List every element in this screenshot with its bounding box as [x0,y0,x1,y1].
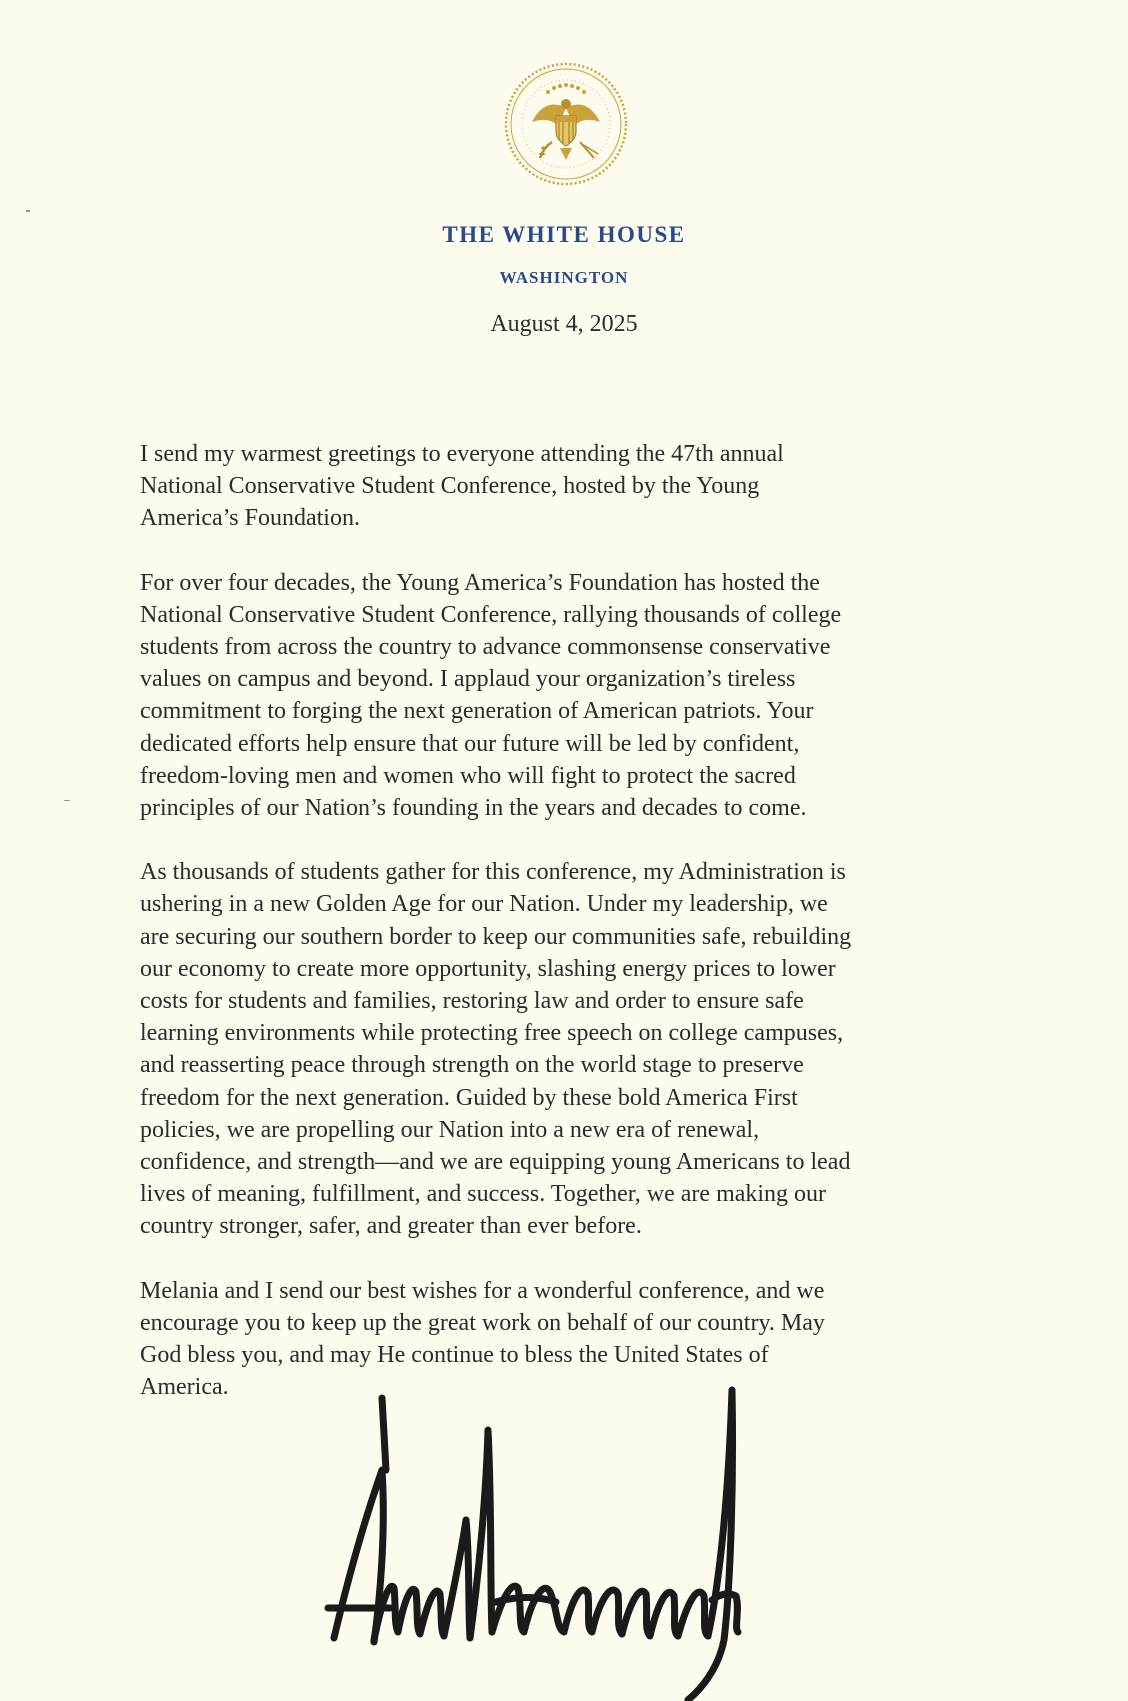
paragraph-administration: As thousands of students gather for this conference, my Administration is ushering in a new Golden Age for our Nation. Under my leadership, we are securing our southern border to keep our communities safe, rebuilding our economy to create more opportunity, slashing energy prices to lower costs for students and families, restoring law and order to ensure safe learning environments while protecting free speech on college campuses, and reasserting peace through strength on the world stage to preserve freedom for the next generation. Guided by these bold America First policies, we are propelling our Nation into a new era of renewal, confidence, and strength—and we are equipping young Americans to lead lives of meaning, fulfillment, and success. Together, we are making our country stronger, safer, and greater than ever before. [140,859,852,1240]
letter-date: August 4, 2025 [490,311,638,337]
letterhead-subtitle: WASHINGTON [499,268,629,287]
margin-mark [64,800,70,801]
margin-mark [26,210,30,212]
letter-body [140,438,990,1435]
letterhead-title: THE WHITE HOUSE [442,222,686,247]
paragraph-closing: Melania and I send our best wishes for a wonderful conference, and we encourage you to keep up the great work on behalf of our country. May God bless you, and may He continue to bless the United States of America. [140,1277,825,1401]
paragraph-history: For over four decades, the Young America’s Foundation has hosted the National Conservative Student Conference, rallying thousands of college students from across the country to advance commonsense conservative values on campus and beyond. I applaud your organization’s tireless commitment to forging the next generation of American patriots. Your dedicated efforts help ensure that our future will be led by confident, freedom-loving men and women who will fight to protect the sacred principles of our Nation’s founding in the years and decades to come. [140,569,842,822]
signature-graphic [320,1370,820,1701]
paragraph-greeting: I send my warmest greetings to everyone attending the 47th annual National Conservative Student Conference, hosted by the Young America’s Foundation. [140,441,784,532]
presidential-seal-icon [502,60,630,188]
